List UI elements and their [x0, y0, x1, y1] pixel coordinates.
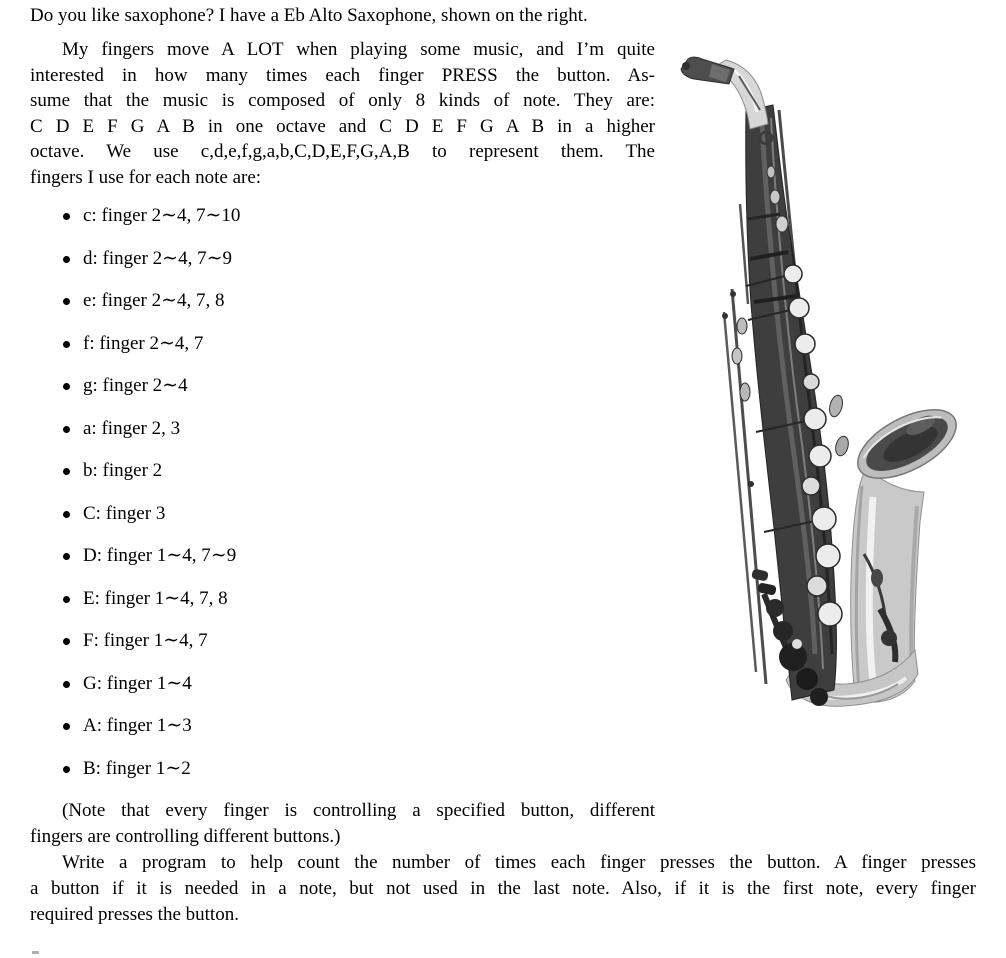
text-and-figure-row	[30, 37, 976, 850]
bullet-icon	[63, 638, 70, 645]
fingering-text: b: finger 2	[83, 460, 163, 481]
list-item	[30, 586, 655, 612]
paragraph-line: sume that the music is composed of only 8 kinds of note. They are:	[30, 90, 655, 111]
bullet-icon	[63, 596, 70, 603]
paragraph-line: My fingers move A LOT when playing some music, and I’m quite	[62, 39, 655, 60]
bullet-icon	[63, 468, 70, 475]
bullet-icon	[63, 766, 70, 773]
paragraph-line: fingers I use for each note are:	[30, 166, 262, 188]
list-item	[30, 671, 655, 697]
fingering-text: D: finger 1∼4, 7∼9	[83, 545, 237, 566]
paragraph-line: Write a program to help count the number of times each finger presses the button. A finger presses	[62, 852, 976, 873]
bullet-icon	[63, 213, 70, 220]
list-item	[30, 756, 655, 782]
fingering-text: e: finger 2∼4, 7, 8	[83, 290, 225, 311]
bullet-icon	[63, 256, 70, 263]
list-item	[30, 288, 655, 314]
text-column	[30, 37, 655, 850]
fingering-text: G: finger 1∼4	[83, 672, 192, 694]
list-item	[30, 628, 655, 654]
bullet-icon	[63, 681, 70, 688]
paragraph-line: interested in how many times each finger PRESS the button. As-	[30, 64, 655, 86]
bullet-icon	[63, 383, 70, 390]
task-paragraph	[30, 850, 976, 928]
paragraph-line: a button if it is needed in a note, but not used in the last note. Also, if it is the first note, every finger	[30, 878, 976, 899]
paragraph-line: required presses the button.	[30, 904, 239, 925]
paragraph-line: octave. We use c,d,e,f,g,a,b,C,D,E,F,G,A,B to represent them. The	[30, 141, 655, 162]
fingering-text: F: finger 1∼4, 7	[83, 630, 208, 651]
paragraph-line: fingers are controlling different buttons.)	[30, 826, 341, 847]
description-paragraph	[30, 37, 655, 190]
bullet-icon	[63, 341, 70, 348]
bullet-icon	[63, 298, 70, 305]
fingering-text: a: finger 2, 3	[83, 417, 181, 439]
saxophone-illustration	[676, 54, 976, 709]
list-item	[30, 713, 655, 739]
bullet-icon	[63, 511, 70, 518]
note-paragraph	[30, 798, 655, 850]
list-item	[30, 373, 655, 399]
list-item	[30, 416, 655, 442]
fingering-text: A: finger 1∼3	[83, 715, 192, 736]
fingering-text: B: finger 1∼2	[83, 757, 191, 779]
bullet-icon	[63, 553, 70, 560]
fingering-text: c: finger 2∼4, 7∼10	[83, 205, 241, 226]
cropped-text-artifact	[32, 951, 39, 954]
intro-paragraph: Do you like saxophone? I have a Eb Alto Saxophone, shown on the right.	[30, 5, 588, 26]
list-item	[30, 501, 655, 527]
list-item	[30, 203, 655, 229]
fingering-text: f: finger 2∼4, 7	[83, 332, 204, 354]
fingering-text: E: finger 1∼4, 7, 8	[83, 587, 228, 609]
list-item	[30, 543, 655, 569]
fingering-text: C: finger 3	[83, 502, 166, 524]
paragraph-line: (Note that every finger is controlling a specified button, different	[62, 800, 655, 821]
paragraph-line: C D E F G A B in one octave and C D E F G A B in a higher	[30, 115, 655, 137]
fingering-text: d: finger 2∼4, 7∼9	[83, 247, 232, 269]
bullet-icon	[63, 426, 70, 433]
list-item	[30, 246, 655, 272]
list-item	[30, 331, 655, 357]
fingering-text: g: finger 2∼4	[83, 375, 188, 396]
bullet-icon	[63, 723, 70, 730]
saxophone-image	[676, 54, 976, 709]
fingering-list	[30, 203, 655, 782]
list-item	[30, 458, 655, 484]
